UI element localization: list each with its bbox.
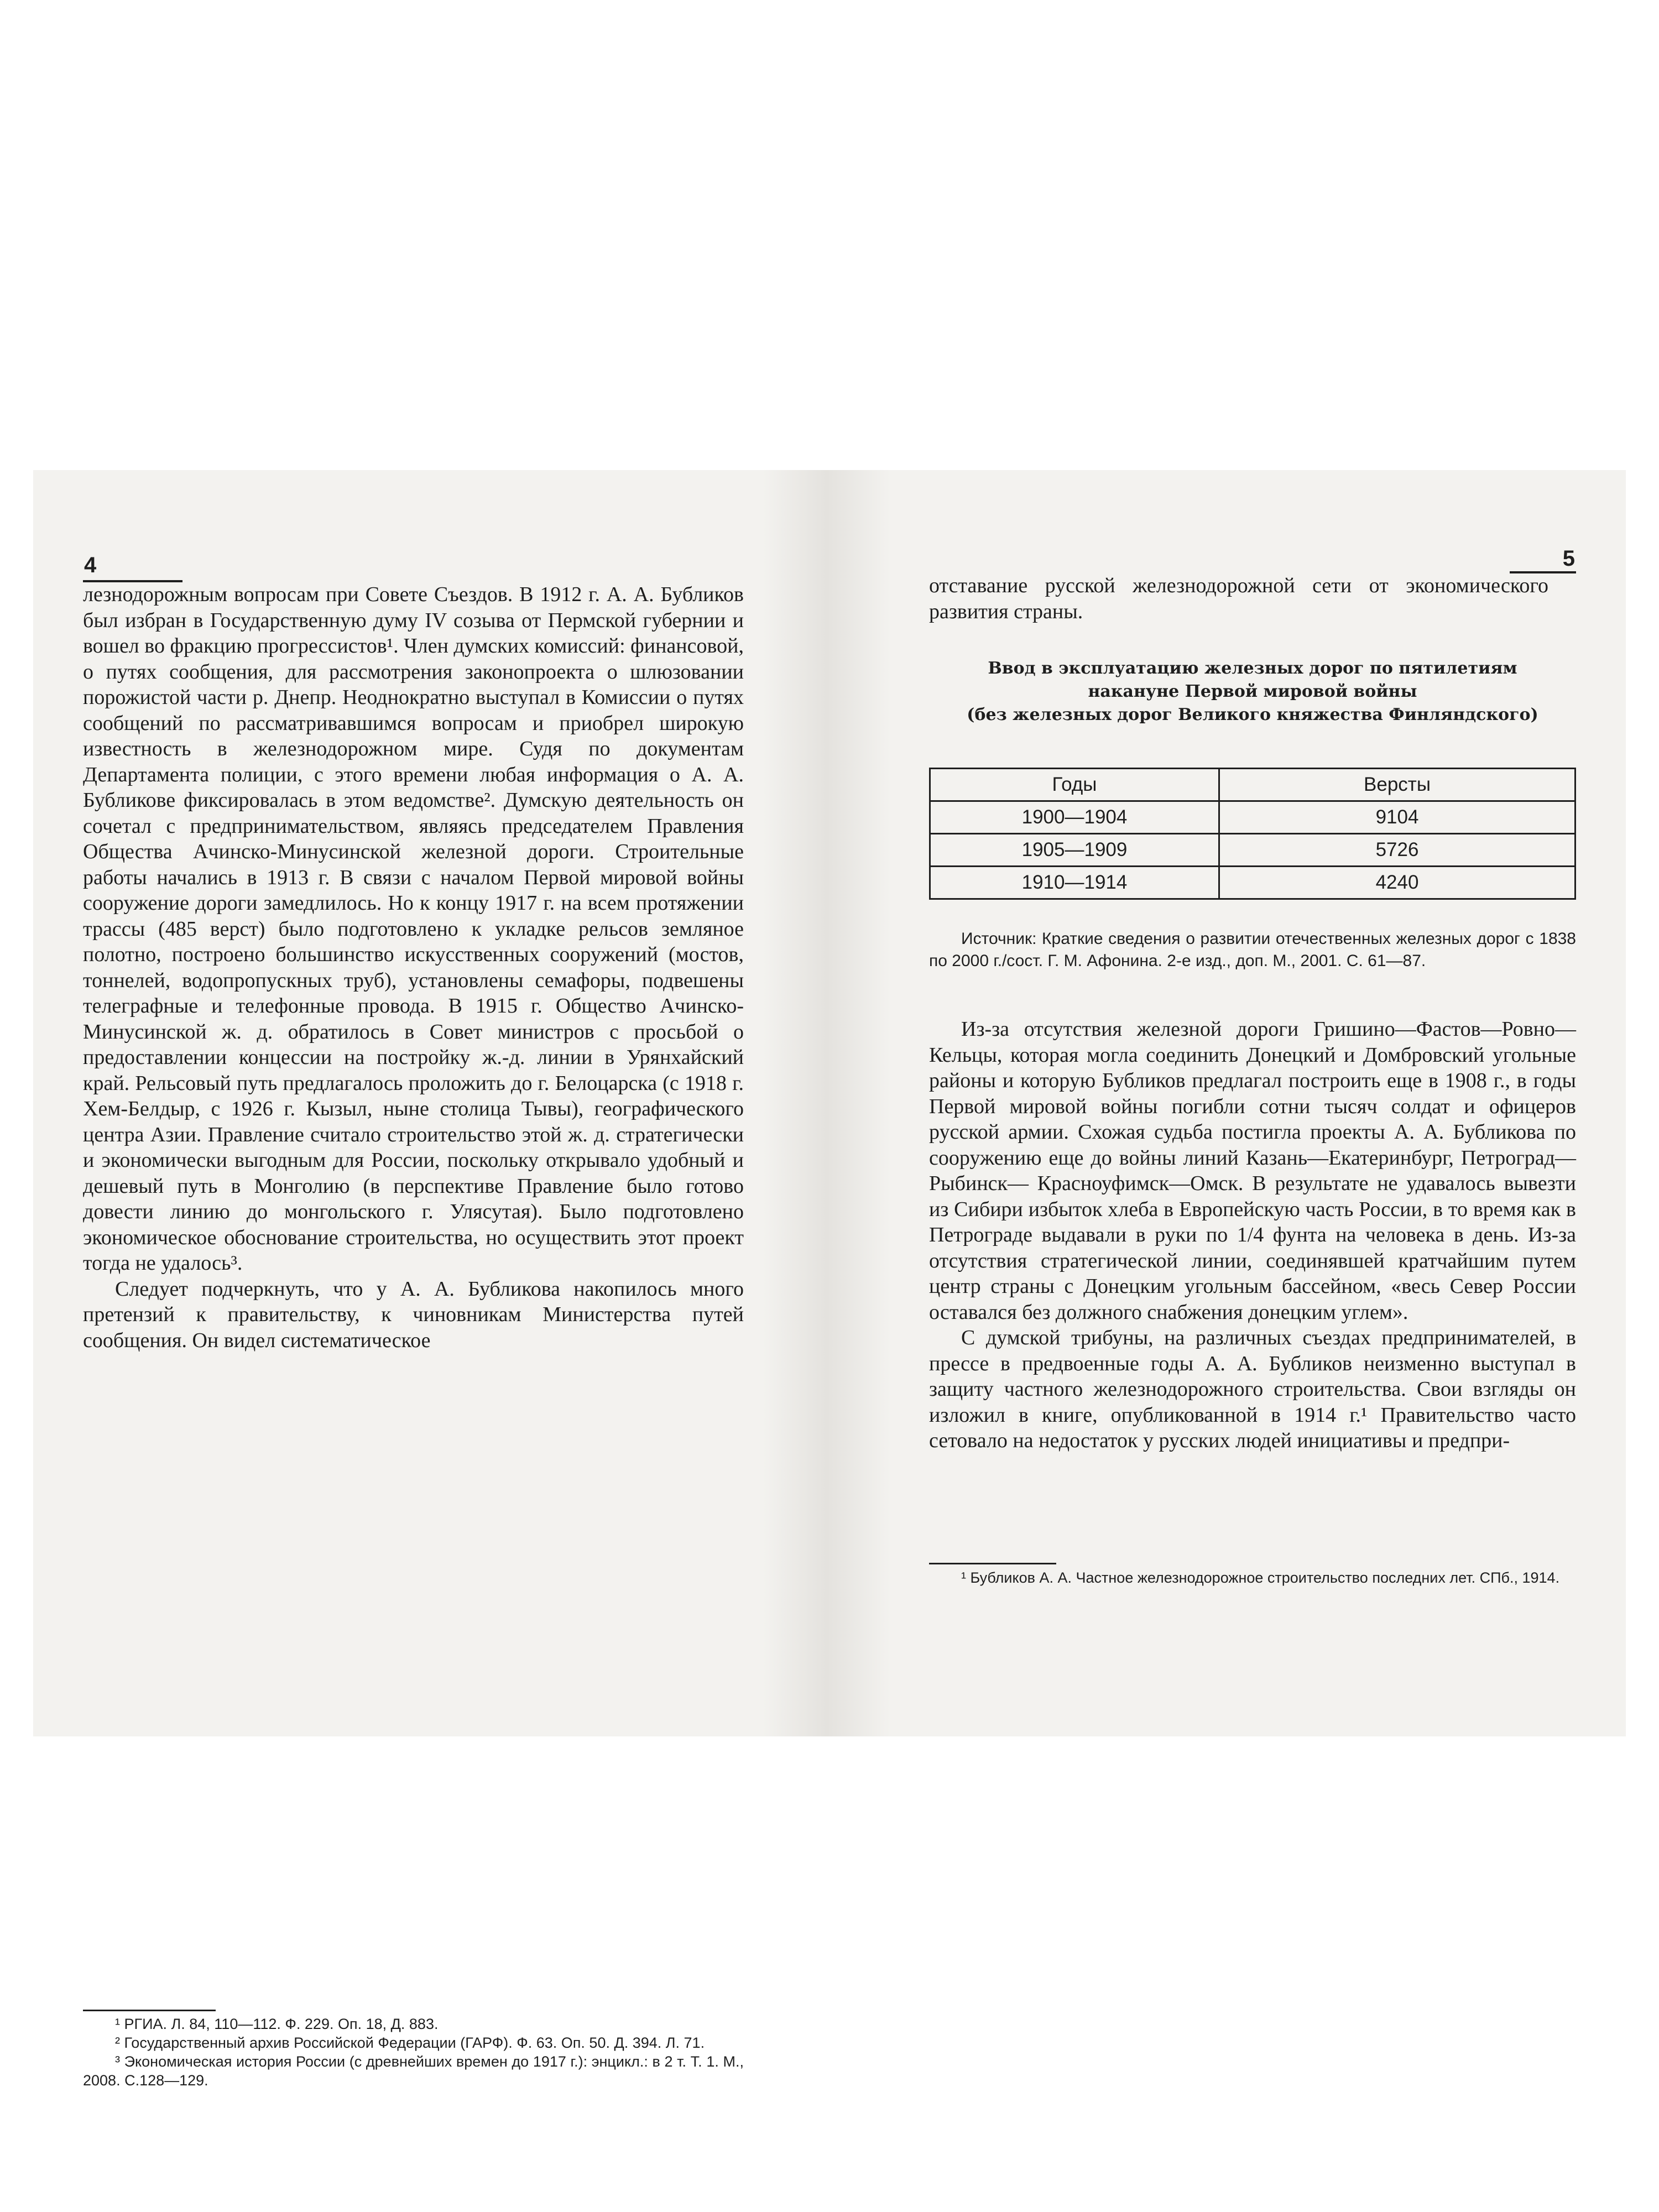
table-title-line: Ввод в эксплуатацию железных дорог по пятилетиям xyxy=(988,659,1517,678)
table-title xyxy=(929,657,1576,727)
footnote: ³ Экономическая история России (с древнейших времен до 1917 г.): энцикл.: в 2 т. Т. 1. М., 2008. С.128—129. xyxy=(83,2053,744,2089)
footnote-rule xyxy=(83,2010,216,2011)
table-cell: 4240 xyxy=(1219,867,1575,899)
right-page-body xyxy=(929,1016,1576,1454)
page-number: 4 xyxy=(84,553,97,577)
table-cell: 1905—1909 xyxy=(930,834,1219,867)
table-row xyxy=(930,867,1575,899)
table-cell: 1900—1904 xyxy=(930,801,1219,834)
book-gutter xyxy=(763,470,890,1736)
page-number: 5 xyxy=(1562,546,1575,571)
table-title-line: (без железных дорог Великого княжества Финляндского) xyxy=(967,705,1538,724)
paragraph xyxy=(929,1016,1576,1325)
paragraph: отставание русской железнодорожной сети от экономического развития страны. xyxy=(929,574,1548,623)
table-cell: 1910—1914 xyxy=(930,867,1219,899)
paragraph-text: Из-за отсутствия железной дороги Гришино—Фастов—Ровно—Кельцы, которая могла соединить Донецкий и Домбровский угольные районы и которую Бубликов предлагал построить еще в 1908 г., в годы Первой мировой войны погибли сотни тысяч солдат и офицеров русской армии. Схожая судьба постигла проекты А. А. Бубликова по сооружению еще до войны линий Казань—Екатеринбург, Петроград—Рыбинск— Красноуфимск—Омск. В результате не удавалось вывезти из Сибири избыток хлеба в Европейскую часть России, в то время как в Петрограде выдавали в руки по xyxy=(929,1018,1576,1246)
table-source xyxy=(929,928,1576,972)
railway-table xyxy=(929,768,1576,900)
paragraph-text: фунта на человека в день. Из-за отсутствия стратегической линии, соединявшей кратчайшим путем центр страны с Донецким угольным бассейном, «весь Север России оставался без должного снабжения донецким углем». xyxy=(929,1223,1576,1324)
table-cell: 5726 xyxy=(1219,834,1575,867)
table-header-row xyxy=(930,769,1575,801)
paragraph: С думской трибуны, на различных съездах предпринимателей, в прессе в предвоенные годы А. А. Бубликов неизменно выступал в защиту частного железнодорожного строительства. Свои взгляды он изложил в книге, опубликованной в 1914 г.¹ Правительство часто сетовало на недостаток у русских людей инициативы и предпри- xyxy=(929,1326,1576,1452)
right-footnotes xyxy=(929,1568,1576,1587)
intro-paragraph-block xyxy=(929,573,1548,624)
footnote: ¹ РГИА. Л. 84, 110—112. Ф. 229. Оп. 18, Д. 883. xyxy=(115,2016,439,2032)
left-page-body xyxy=(83,582,744,1353)
column-header-years: Годы xyxy=(930,769,1219,801)
source-text: Источник: Краткие сведения о развитии отечественных железных дорог с 1838 по 2000 г./сост. Г. М. Афонина. 2-е изд., доп. М., 2001. С. 61—87. xyxy=(929,930,1576,970)
table-row xyxy=(930,834,1575,867)
footnote: ² Государственный архив Российской Федерации (ГАРФ). Ф. 63. Оп. 50. Д. 394. Л. 71. xyxy=(115,2034,705,2051)
paragraph: лезнодорожным вопросам при Совете Съездов. В 1912 г. А. А. Бубликов был избран в Государственную думу IV созыва от Пермской губернии и вошел во фракцию прогрессистов¹. Член думских комиссий: финансовой, о путях сообщения, для рассмотрения законопроекта о шлюзовании порожистой части р. Днепр. Неоднократно выступал в Комиссии о путях сообщений по рассматривавшимся вопросам и приобрел широкую известность в железнодорожном мире. Судя по документам Департамента полиции, с этого времени любая информация о А. А. Бубликове фиксировалась в этом ведомстве². Думскую деятельность он сочетал с предпринимательством, являясь председателем Правления Общества Ачинско-Минусинской железной дороги. Строительные работы начались в 1913 г. В связи с началом Первой мировой войны сооружение дороги замедлилось. Но к концу 1917 г. на всем протяжении трассы (485 верст) было подготовлено к укладке рельсов земляное полотно, построено большинство искусственных сооружений (мостов, тоннелей, водопропускных труб), установлены семафоры, подвешены телеграфные и телефонные провода. В 1915 г. Общество Ачинско-Минусинской ж. д. обратилось в Совет министров с просьбой о предоставлении концессии на постройку ж.-д. линии в Урянхайский край. Рельсовый путь предлагалось проложить до г. Белоцарска (с 1918 г. Хем-Белдыр, с 1926 г. Кызыл, ныне столица Тывы), географического центра Азии. Правление считало строительство этой ж. д. стратегически и экономически выгодным для России, поскольку открывало удобный и дешевый путь в Монголию (в перспективе Правление было готово довести линию до монгольского г. Улясутая). Было подготовлено экономическое обоснование строительства, но осуществить этот проект тогда не удалось³. xyxy=(83,583,744,1275)
fraction: 1/4 xyxy=(1237,1223,1264,1246)
left-footnotes xyxy=(83,2015,744,2090)
footnote: ¹ Бубликов А. А. Частное железнодорожное строительство последних лет. СПб., 1914. xyxy=(961,1569,1560,1586)
table-row xyxy=(930,801,1575,834)
column-header-versts: Версты xyxy=(1219,769,1575,801)
paragraph: Следует подчеркнуть, что у А. А. Бубликова накопилось много претензий к правительству, к чиновникам Министерства путей сообщения. Он видел систематическое xyxy=(83,1277,744,1352)
footnote-rule xyxy=(929,1563,1056,1564)
table-cell: 9104 xyxy=(1219,801,1575,834)
table-title-line: накануне Первой мировой войны xyxy=(1088,682,1417,701)
